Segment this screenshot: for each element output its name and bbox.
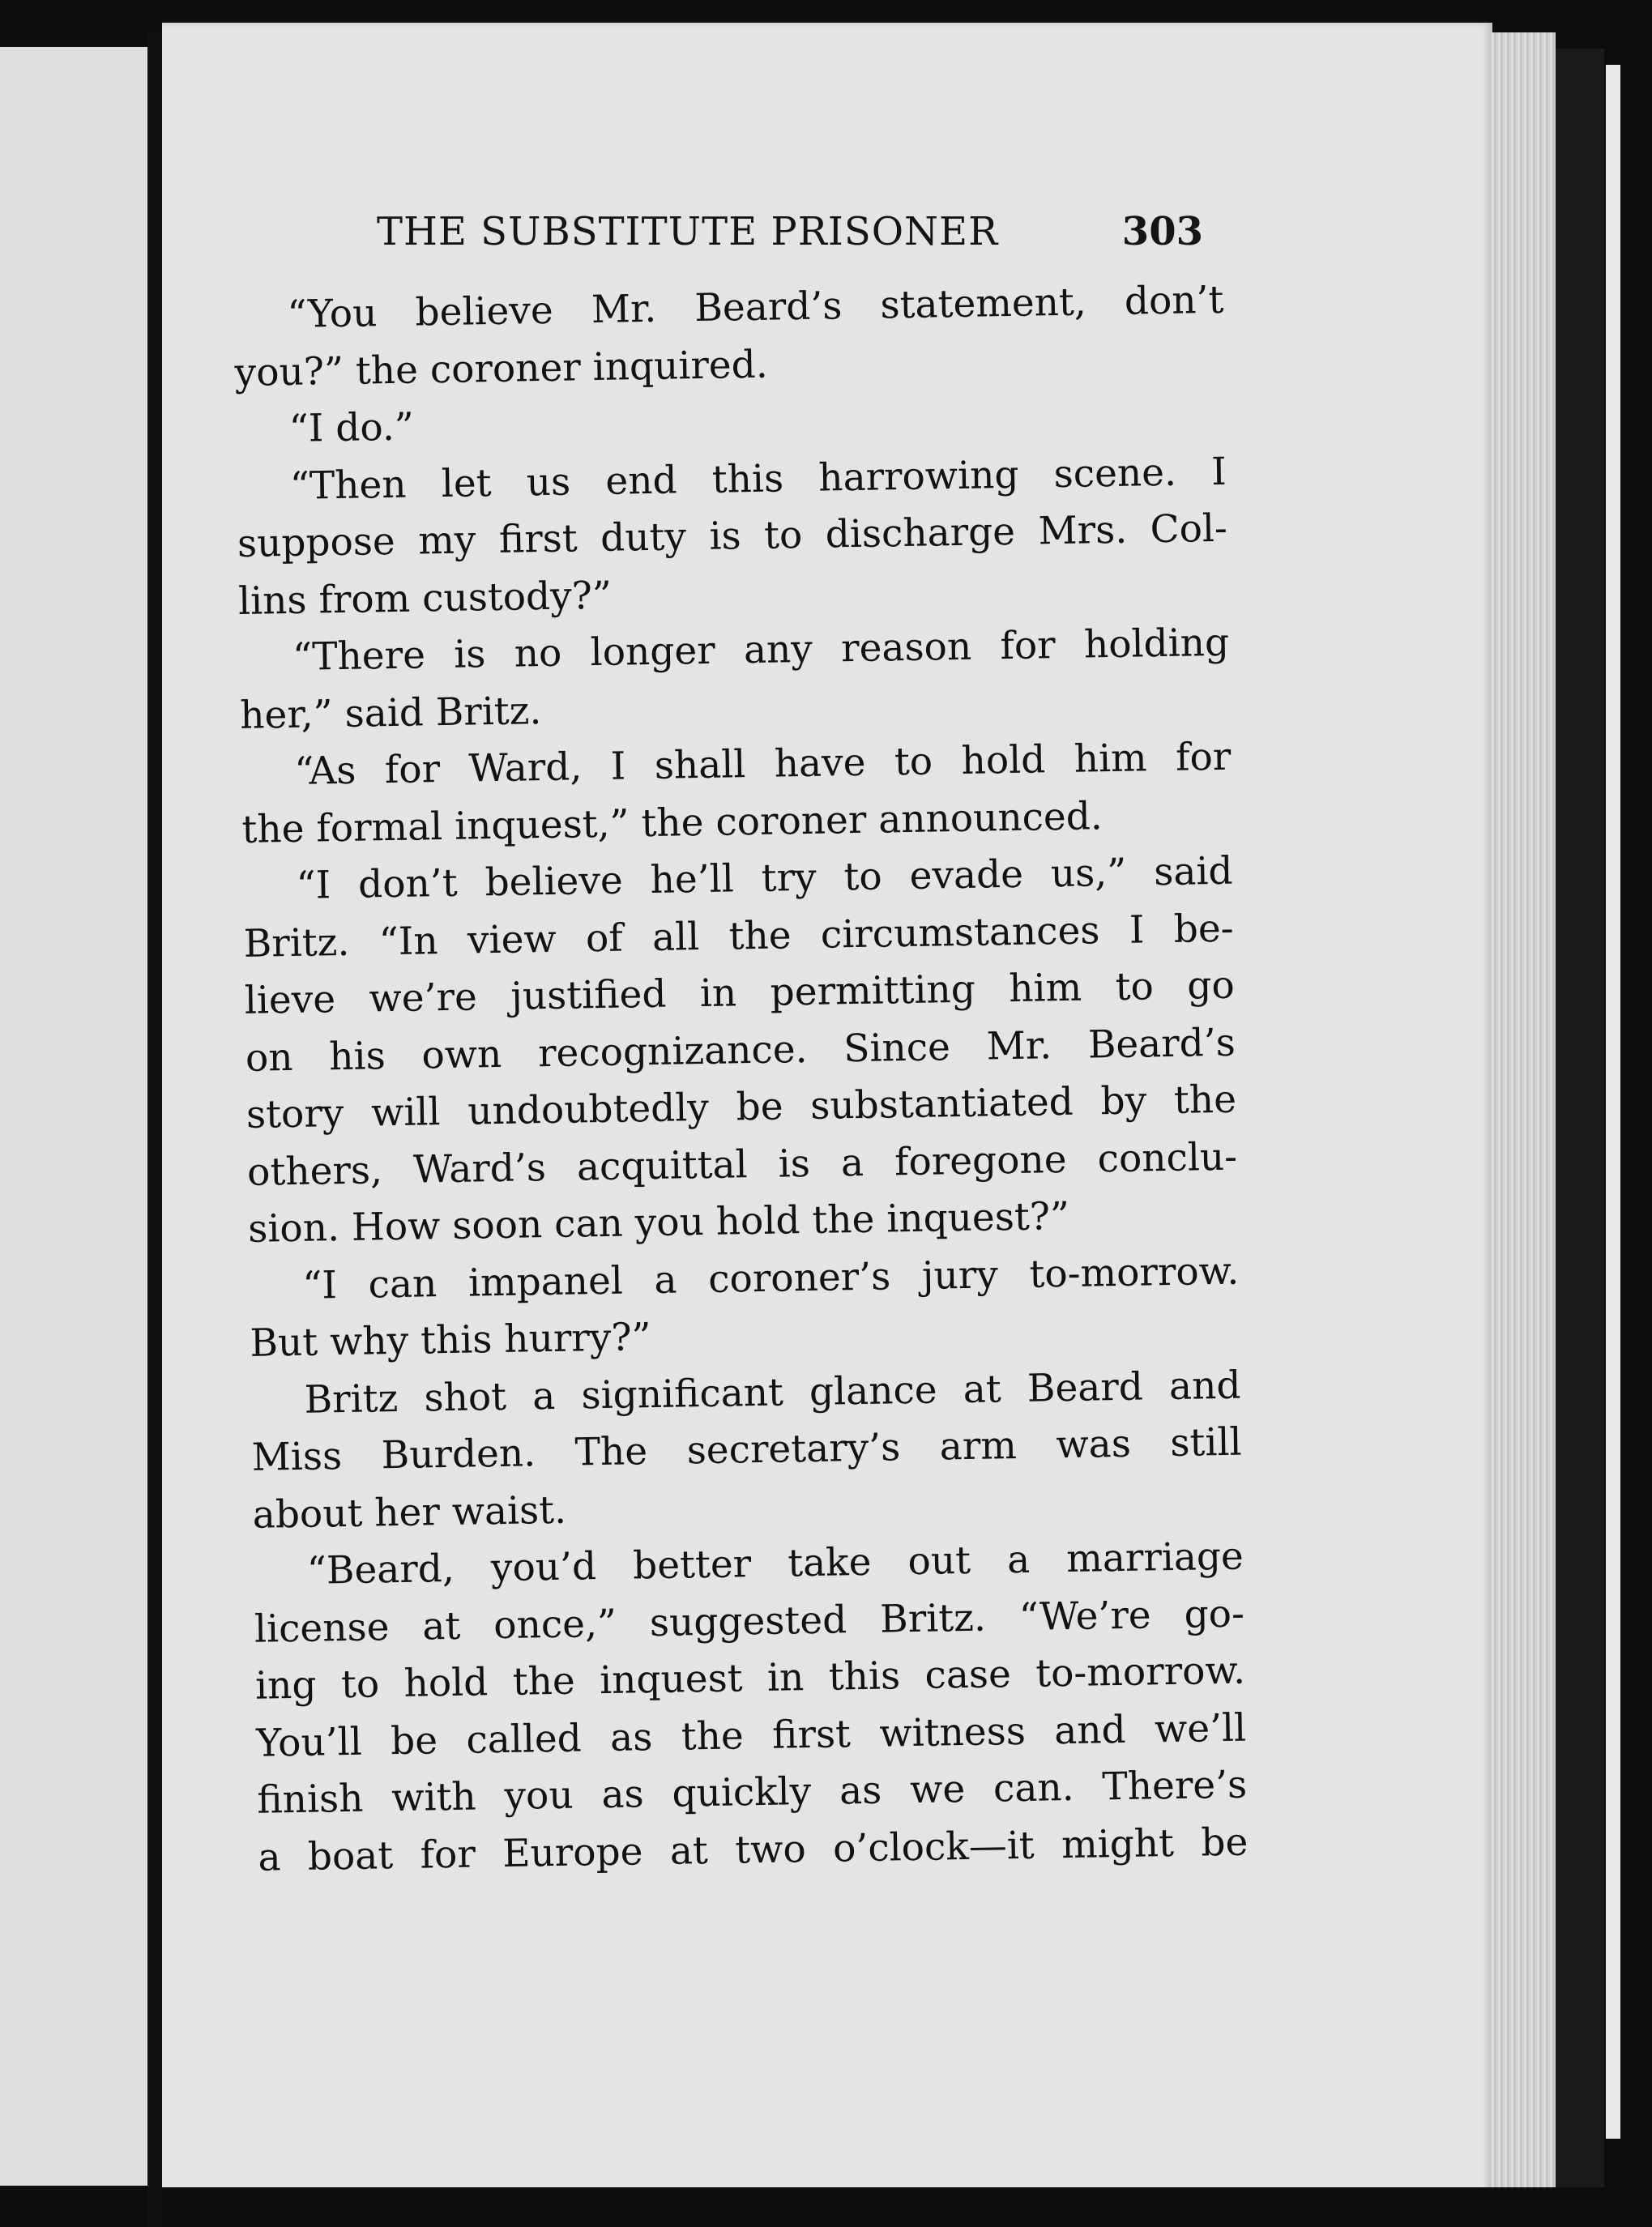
text-line: sion. How soon can you hold the inquest?” (247, 1193, 1070, 1252)
running-header (377, 199, 1203, 264)
text-line: But why this hurry?” (250, 1315, 651, 1366)
text-line: Miss Burden. The secretary’s arm was still (251, 1419, 1242, 1480)
text-line: “I don’t believe he’ll try to evade us,” said (296, 848, 1233, 908)
scan-bottom-border (162, 2187, 1588, 2227)
facing-page-edge (0, 47, 150, 2186)
text-line: “I do.” (288, 404, 415, 451)
text-line: lieve we’re justified in permitting him to go (244, 962, 1236, 1023)
text-line: ing to hold the inquest in this case to-morrow. (254, 1648, 1246, 1709)
page-edges (1491, 32, 1556, 2187)
text-line: on his own recognizance. Since Mr. Beard’s (245, 1020, 1236, 1081)
text-line: “I can impanel a coroner’s jury to-morrow. (301, 1248, 1240, 1308)
outer-page-edge (1606, 65, 1620, 2139)
text-line: lins from custody?” (237, 573, 613, 624)
book-gutter (147, 32, 162, 2227)
text-line: You’ll be called as the first witness and we’ll (255, 1705, 1247, 1766)
text-line: Britz. “In view of all the circumstances I be- (243, 906, 1235, 966)
text-line: others, Ward’s acquittal is a foregone conclu- (246, 1134, 1238, 1195)
text-line: Britz shot a significant glance at Beard and (304, 1363, 1241, 1423)
text-line: “Then let us end this harrowing scene. I (289, 449, 1227, 509)
text-line: license at once,” suggested Britz. “We’re go- (254, 1591, 1245, 1652)
running-title: THE SUBSTITUTE PRISONER (377, 209, 999, 254)
text-line: her,” said Britz. (239, 688, 542, 738)
text-line: story will undoubtedly be substantiated by the (245, 1077, 1237, 1137)
text-line: “Beard, you’d better take out a marriage (306, 1534, 1244, 1593)
text-line: suppose my first duty is to discharge Mrs. Col- (237, 506, 1228, 566)
text-line: finish with you as quickly as we can. There’s (256, 1762, 1248, 1823)
text-line: a boat for Europe at two o’clock—it might be (258, 1820, 1249, 1880)
text-line: the formal inquest,” the coroner announced. (241, 793, 1103, 852)
cover-shadow (1556, 49, 1604, 2187)
body-text (233, 272, 1249, 1887)
text-line: you?” the coroner inquired. (234, 342, 769, 395)
text-line: about her waist. (252, 1487, 567, 1538)
page-number: 303 (1121, 209, 1203, 254)
text-line: “As for Ward, I shall have to hold him for (293, 734, 1232, 794)
text-line: “You believe Mr. Beard’s statement, don’t (287, 277, 1224, 337)
text-line: “There is no longer any reason for holding (292, 620, 1230, 680)
